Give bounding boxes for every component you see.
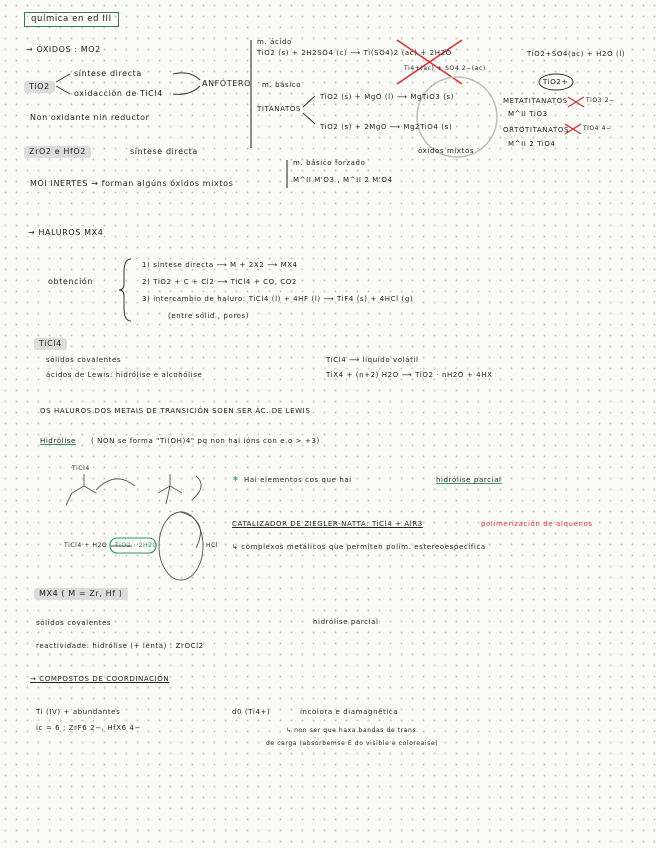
oxidos-heading: → ÓXIDOS : MO2 <box>26 45 101 54</box>
elementos-text: Hai elementos cos que hai <box>244 476 352 484</box>
sólidos-covalentes: sólidos covalentes <box>46 356 122 364</box>
nota-2: de carga (absorbemse E do visible e coloreaise) <box>266 740 439 747</box>
diagram-label-c: TiO2 · 2H2O <box>115 542 158 549</box>
tio2-label: TiO2 <box>24 81 55 93</box>
oxidacion-text: oxidacción de TiCl4 <box>74 89 163 98</box>
crossed-tio3: TiO3 2− <box>586 97 615 104</box>
obtencion-3-note: (entre sólid., poros) <box>168 312 250 320</box>
zr-hidrolise-parcial: hidrólise parcial <box>313 618 379 626</box>
obtencion-2: 2) TiO2 + C + Cl2 ⟶ TiCl4 + CO, CO2 <box>142 278 297 286</box>
diagram-label-a: TiCl4 <box>72 465 90 472</box>
hidrolise-heading: Hidrólise <box>40 437 76 445</box>
m-basico-forzado: m. básico forzado <box>293 159 366 167</box>
tio2-ion: TiO2+ <box>543 78 568 86</box>
m-basico-label: m. básico <box>262 81 302 89</box>
ticl4-liquido: TiCl4 ⟶ líquido volátil <box>326 356 419 364</box>
obtencion-1: 1) síntese directa ⟶ M + 2X2 ⟶ MX4 <box>142 261 298 269</box>
zr-sintese-text: síntese directa <box>130 147 198 156</box>
reactividade-text: reactividade: hidrólise (+ lenta) : ZrOCl2 <box>36 642 204 650</box>
tioso4-text: TiO2+SO4(ac) + H2O (l) <box>527 50 626 58</box>
m2tio4-formula: M^II 2 TiO4 <box>508 140 556 148</box>
equation-acido: TiO2 (s) + 2H2SO4 (c) ⟶ Ti(SO4)2 (ac) + 2H2O <box>257 49 452 57</box>
inertes-text: MOI INERTES → forman algúns óxidos mixtos <box>30 179 234 188</box>
equation-orto: TiO2 (s) + 2MgO ⟶ Mg2TiO4 (s) <box>320 123 453 131</box>
incolora-text: incolora e diamagnética <box>300 708 399 716</box>
solidos-covalentes-zr: sólidos covalentes <box>36 619 112 627</box>
metatitanatos-label: METATITANATOS <box>503 97 568 105</box>
ic-text: ic = 6 ; ZrF6 2−, HfX6 4− <box>36 724 142 732</box>
haluros-heading: → HALUROS MX4 <box>28 228 104 237</box>
acidos-lewis: ácidos de Lewis: hidrólise e alcohólise <box>46 371 203 379</box>
star-icon: ∗ <box>232 474 240 483</box>
d0-text: d0 (Ti4+) <box>232 708 271 716</box>
oxidos-mixtos-label: óxidos mixtos <box>418 147 475 155</box>
hidrolise-parcial-text: hidrólise parcial <box>436 476 502 484</box>
ortotitanatos-label: ORTOTITANATOS <box>503 126 570 134</box>
ti-iv-text: Ti (IV) + abundantes <box>36 708 121 716</box>
diagram-label-b: TiCl4 + H2O <box>64 542 108 549</box>
mx4-zr-hf-label: MX4 ( M = Zr, Hf ) <box>34 588 128 600</box>
mtio3-formula: M^II TiO3 <box>508 110 548 118</box>
mixed-oxide-formula: M^II M'O3 , M^II 2 M'O4 <box>293 176 393 184</box>
hydrolysis-equation: TiX4 + (n+2) H2O ⟶ TiO2 · nH2O + 4HX <box>326 371 493 379</box>
anfotero-label: ANFÓTERO <box>202 79 251 88</box>
polimerizacion-text: polimerización de alquenos <box>481 520 593 528</box>
titanatos-label: TITANATOS <box>257 105 301 113</box>
diagram-label-d: HCl <box>206 542 219 549</box>
hidrolise-note: ( NON se forma "Ti(OH)4" pq non hai ións con e.o > +3) <box>91 437 320 445</box>
ticl4-label: TiCl4 <box>34 338 67 350</box>
non-oxidante-text: Non oxidante nin reductor <box>30 113 150 122</box>
compostos-heading: → COMPOSTOS DE COORDINACIÓN <box>30 675 170 683</box>
obtencion-label: obtención <box>48 277 94 286</box>
equation-acido-ions: Ti4+(ac) + SO4 2−(ac) <box>404 65 486 72</box>
complexos-text: ↳ complexos metálicos que permiten polim. estereoespecífica <box>232 543 486 551</box>
zro2-hfo2-label: ZrO2 e HfO2 <box>24 146 91 158</box>
catalizador-text: CATALIZADOR DE ZIEGLER-NATTA: TiCl4 + AlR3 <box>232 520 423 528</box>
obtencion-3: 3) intercambio de haluro: TiCl4 (l) + 4HF (l) ⟶ TiF4 (s) + 4HCl (g) <box>142 295 414 303</box>
nota-1: ↳ non ser que haxa bandas de trans. <box>286 727 419 734</box>
crossed-tio4: TiO4 4− <box>583 125 612 132</box>
m-acido-label: m. ácido <box>257 38 292 46</box>
equation-meta: TiO2 (s) + MgO (l) ⟶ MgTiO3 (s) <box>320 93 455 101</box>
page-title: química en ed III <box>24 12 119 27</box>
sintese-text: síntese directa <box>74 69 142 78</box>
haluros-metais-text: OS HALUROS DOS METAIS DE TRANSICIÓN SOEN SER ÁC. DE LEWIS <box>40 407 311 415</box>
